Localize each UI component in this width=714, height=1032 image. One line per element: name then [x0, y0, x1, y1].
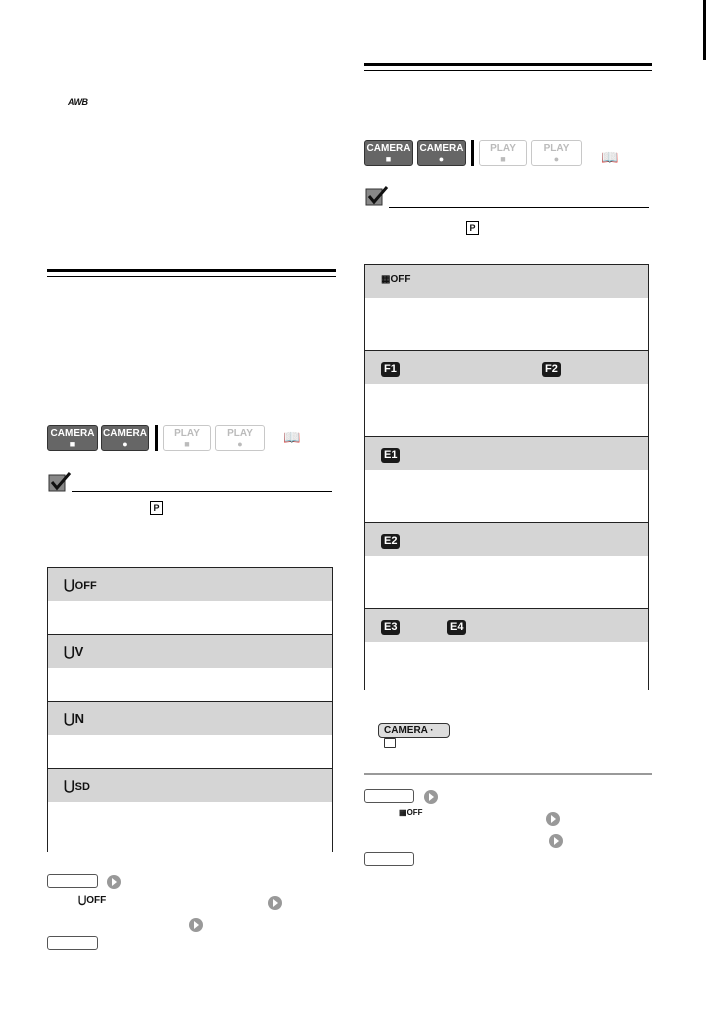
mode-camera-photo: CAMERA ●	[417, 140, 466, 166]
section-rule-right	[364, 63, 652, 66]
table-row-body	[48, 735, 332, 768]
section-rule-left-thin	[47, 276, 336, 277]
table-row-body	[365, 384, 648, 436]
func-button-graphic	[364, 789, 414, 803]
mode-camera-movie: CAMERA ■	[364, 140, 413, 166]
table-row	[365, 350, 648, 384]
camera-icon	[384, 738, 396, 748]
book-reference-icon: 📖	[283, 429, 301, 445]
table-row-body	[365, 298, 648, 350]
stabilizer-options-table	[47, 567, 333, 852]
table-row-body	[365, 642, 648, 690]
mode-play-movie: PLAY ■	[163, 425, 211, 451]
digital-effects-table	[364, 264, 649, 690]
table-row	[48, 568, 332, 601]
steps-rule-right	[364, 773, 652, 775]
checklist-icon	[48, 472, 72, 492]
table-row-body	[48, 802, 332, 852]
func-button-graphic	[364, 852, 414, 866]
mode-play-photo: PLAY ●	[531, 140, 582, 166]
mode-camera-movie: CAMERA ■	[47, 425, 98, 451]
mode-indicator-left	[47, 425, 307, 451]
table-row	[48, 701, 332, 735]
image-stabilizer-off-icon: ⋃OFF	[64, 577, 97, 592]
table-row	[48, 768, 332, 802]
table-row	[365, 522, 648, 556]
step-arrow-icon	[549, 834, 563, 848]
program-mode-symbol: P	[150, 498, 163, 516]
checklist-rule-left	[72, 491, 332, 492]
table-row	[365, 436, 648, 470]
table-row-body	[365, 556, 648, 608]
fader-badge-f1: F1	[381, 360, 400, 377]
digital-effect-off-icon: ▦OFF	[381, 274, 411, 285]
effect-badge-e1: E1	[381, 446, 400, 463]
awb-icon: AWB	[68, 97, 88, 107]
func-button-graphic	[47, 936, 98, 950]
book-reference-icon: 📖	[601, 149, 619, 165]
table-row	[365, 608, 648, 642]
step-arrow-icon	[268, 896, 282, 910]
image-stabilizer-v-icon: ⋃V	[64, 644, 84, 659]
effect-badge-e3: E3	[381, 618, 400, 635]
func-button-graphic	[47, 874, 98, 888]
mode-indicator-right	[364, 140, 624, 166]
section-rule-right-thin	[364, 70, 652, 71]
camera-photo-mode-pill: CAMERA ·	[378, 723, 450, 738]
step-arrow-icon	[189, 918, 203, 932]
table-row-body	[48, 668, 332, 701]
table-row	[365, 265, 648, 298]
mode-separator	[155, 425, 158, 451]
table-row-body	[48, 601, 332, 634]
section-rule-left	[47, 269, 336, 272]
step-arrow-icon	[424, 790, 438, 804]
mode-play-photo: PLAY ●	[215, 425, 265, 451]
step-arrow-icon	[107, 875, 121, 889]
effect-badge-e4: E4	[447, 618, 466, 635]
image-stabilizer-sd-icon: ⋃SD	[64, 778, 90, 793]
program-mode-symbol: P	[466, 218, 479, 236]
image-stabilizer-off-icon: ⋃OFF	[78, 895, 107, 906]
mode-play-movie: PLAY ■	[479, 140, 527, 166]
table-row-body	[365, 470, 648, 522]
checklist-rule-right	[389, 207, 649, 208]
page-edge-marker	[703, 0, 706, 60]
step-arrow-icon	[546, 812, 560, 826]
checklist-icon	[365, 186, 389, 206]
table-row	[48, 634, 332, 668]
effect-badge-e2: E2	[381, 532, 400, 549]
digital-effect-off-icon: ▦OFF	[399, 808, 423, 817]
mode-separator	[471, 140, 474, 166]
fader-badge-f2: F2	[542, 360, 561, 377]
mode-camera-photo: CAMERA ●	[101, 425, 149, 451]
image-stabilizer-n-icon: ⋃N	[64, 711, 85, 726]
